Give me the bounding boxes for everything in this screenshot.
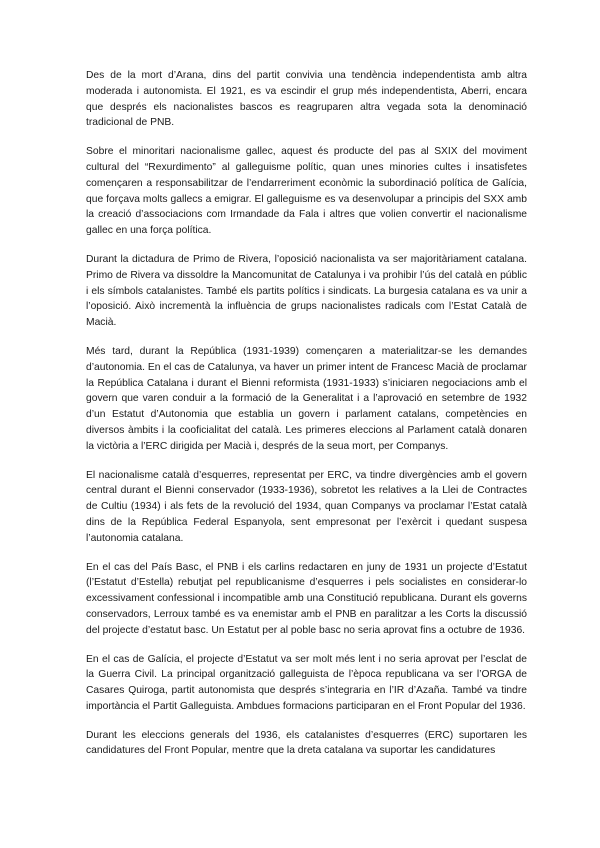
paragraph: Durant les eleccions generals del 1936, els catalanistes d’esquerres (ERC) suportaren les candidatures del Front Popular, mentre que la dreta catalana va suportar les candidatures bbox=[86, 729, 527, 757]
paragraph: Sobre el minoritari nacionalisme gallec, aquest és producte del pas al SXIX del moviment cultural del “Rexurdimento” al galleguisme polític, quan unes minories cultes i insatisfetes començaren a responsabilitzar de l’endarreriment econòmic la subordinació política de Galícia, que forçava molts gallecs a emigrar. El galleguisme es va desenvolupar a principis del SXX amb la creació d’associacions com Irmandade da Fala i altres que volien convertir el nacionalisme gallec en una força política. bbox=[86, 146, 527, 237]
paragraph: Durant la dictadura de Primo de Rivera, l’oposició nacionalista va ser majoritàriament catalana. Primo de Rivera va dissoldre la Mancomunitat de Catalunya i va prohibir l’ús del català en públic i els símbols catalanistes. També els partits polítics i sindicats. La burgesia catalana es va unir a l’oposició. Això incrementà la influència de grups nacionalistes radicals com l’Estat Català de Macià. bbox=[86, 253, 527, 329]
paragraph: Més tard, durant la República (1931-1939) començaren a materialitzar-se les demandes d’autonomia. En el cas de Catalunya, va haver un primer intent de Francesc Macià de proclamar la República Catalana i durant el Bienni reformista (1931-1933) s’iniciaren negociacions amb el govern que varen conduir a la formació de la Generalitat i a l’aprovació en setembre de 1932 d’un Estatut d’Autonomia que establia un govern i parlament catalans, competències en diversos àmbits i la cooficialitat del català. Les primeres eleccions al Parlament català donaren la victòria a l’ERC dirigida per Macià i, després de la seua mort, per Companys. bbox=[86, 345, 527, 452]
paragraph: En el cas del País Basc, el PNB i els carlins redactaren en juny de 1931 un projecte d’Estatut (l’Estatut d’Estella) rebutjat pel republicanisme d’esquerres i pels socialistes en considerar-lo excessivament confessional i incompatible amb una Constitució republicana. Durant els governs conservadors, Lerroux també es va enemistar amb el PNB en paralitzar a les Corts la discussió del projecte d’estatut basc. Un Estatut per al poble basc no seria aprovat fins a octubre de 1936. bbox=[86, 561, 527, 636]
paragraph: Des de la mort d’Arana, dins del partit convivia una tendència independentista amb altra moderada i autonomista. El 1921, es va escindir el grup més independentista, Aberri, encara que després els nacionalistes bascos es reagruparen altra vegada sota la denominació tradicional de PNB. bbox=[86, 70, 527, 129]
paragraph: El nacionalisme català d’esquerres, representat per ERC, va tindre divergències amb el govern central durant el Bienni conservador (1933-1936), sobretot les relatives a la Llei de Contractes de Cultiu (1934) i als fets de la revolució del 1934, quan Companys va proclamar l’Estat català dins de la República Federal Espanyola, sent empresonat per l’exèrcit i quedant suspesa l’autonomia catalana. bbox=[86, 469, 527, 544]
paragraph: En el cas de Galícia, el projecte d’Estatut va ser molt més lent i no seria aprovat per l’esclat de la Guerra Civil. La principal organització galleguista de l’època republicana va ser l’ORGA de Casares Quiroga, partit autonomista que després s’integraria en l’IR d’Azaña. També va tindre importància el Partit Galleguista. Ambdues formacions participaran en el Front Popular del 1936. bbox=[86, 653, 527, 712]
document-body bbox=[86, 68, 527, 772]
